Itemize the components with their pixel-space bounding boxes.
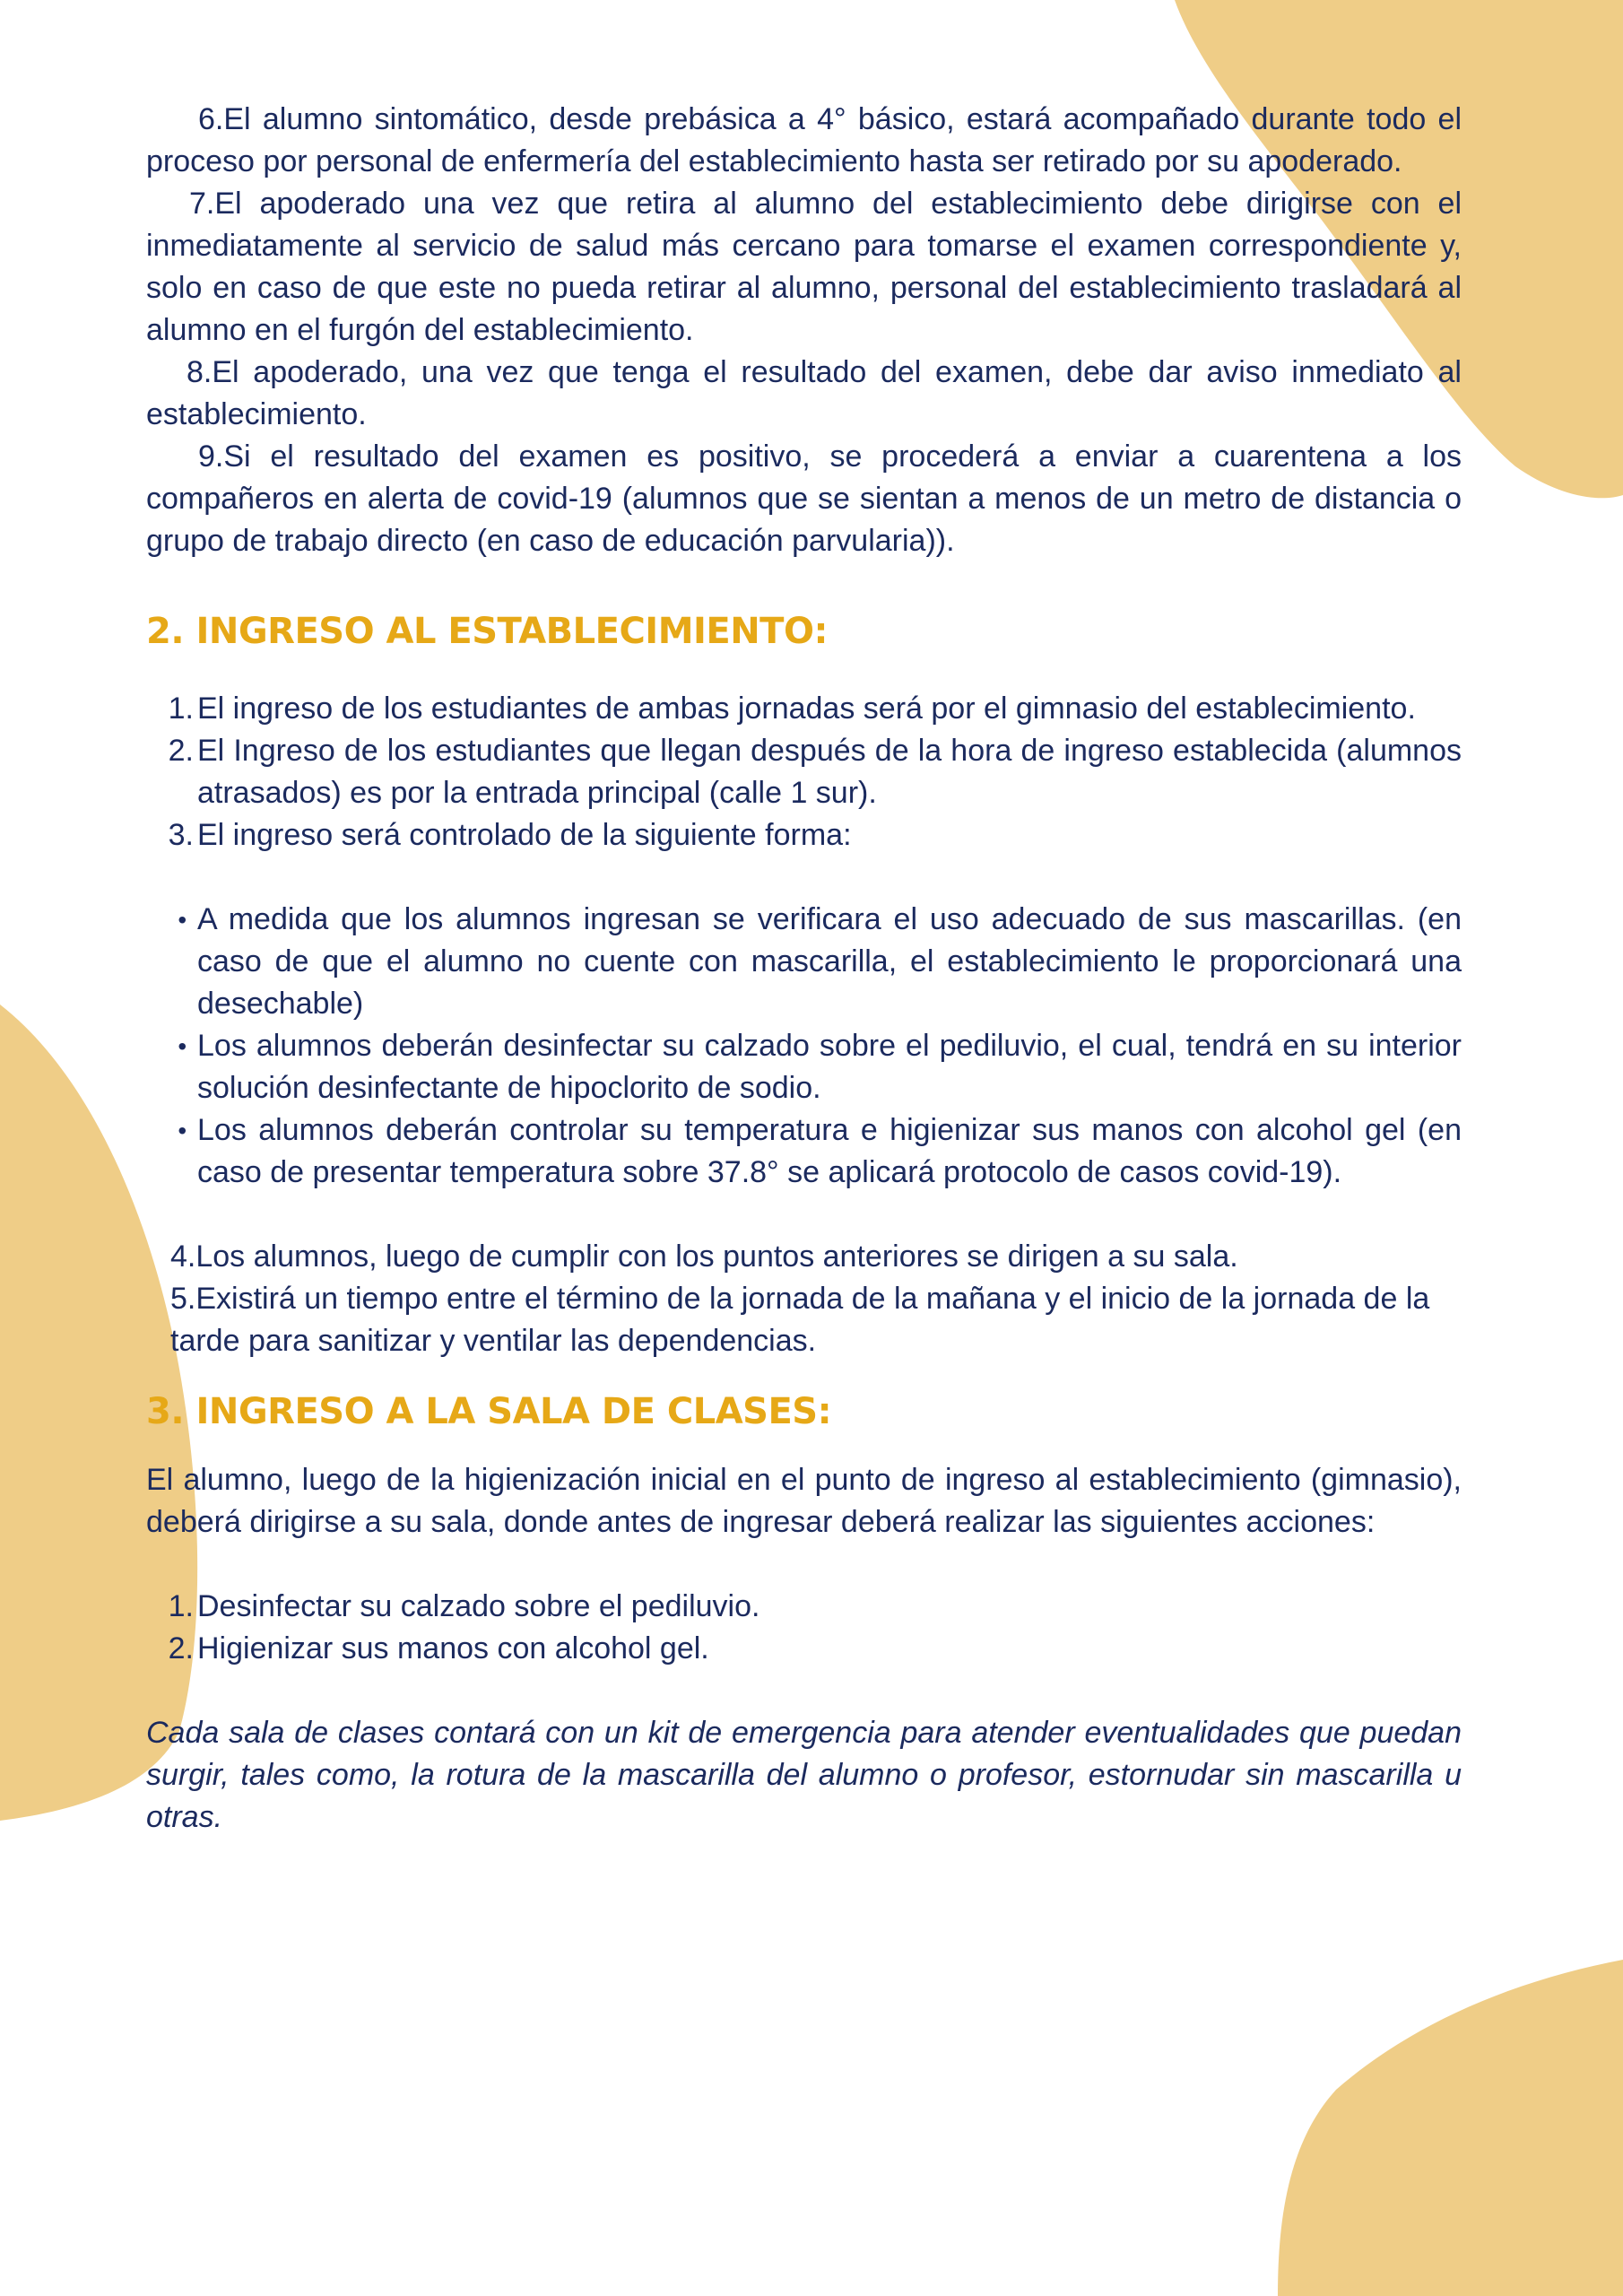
intro-item-text: El alumno sintomático, desde prebásica a 4° básico, estará acompañado durante todo el proceso por personal de enfermería del establecimiento hasta ser retirado por su apoderado. — [146, 102, 1462, 178]
document-page — [146, 99, 1462, 1839]
list-item — [146, 688, 1462, 730]
list-item — [146, 1236, 1462, 1278]
list-item — [146, 730, 1462, 814]
list-item-number: 5. — [170, 1282, 196, 1316]
intro-item-8 — [146, 352, 1462, 436]
section-3-numbered-list — [146, 1586, 1462, 1670]
list-item-number: 1. — [168, 691, 194, 726]
list-item-text: El ingreso de los estudiantes de ambas jornadas será por el gimnasio del establecimiento. — [197, 691, 1416, 726]
list-item-text: El ingreso será controlado de la siguiente forma: — [197, 818, 852, 852]
bullet-item — [146, 1025, 1462, 1109]
list-item-text: Los alumnos, luego de cumplir con los puntos anteriores se dirigen a su sala. — [195, 1239, 1238, 1274]
list-item — [146, 1278, 1462, 1362]
section-2-heading: 2. INGRESO AL ESTABLECIMIENTO: — [146, 611, 828, 652]
list-item-number: 4. — [170, 1239, 196, 1274]
list-item — [146, 1586, 1462, 1628]
section-2-bullet-list — [146, 899, 1462, 1194]
list-item — [146, 1628, 1462, 1670]
bullet-item — [146, 1109, 1462, 1194]
intro-item-text: El apoderado una vez que retira al alumno del establecimiento debe dirigirse con el inmediatamente al servicio de salud más cercano para tomarse el examen correspondiente y, solo en caso de que este no pueda retirar al alumno, personal del establecimiento trasladará al alumno en el furgón del establecimiento. — [146, 187, 1462, 347]
list-item-number: 2. — [168, 734, 194, 768]
list-item-text: El Ingreso de los estudiantes que llegan después de la hora de ingreso establecida (alumnos atrasados) es por la entrada principal (calle 1 sur). — [197, 734, 1462, 810]
bottom-right-blob — [1278, 1960, 1623, 2296]
intro-item-9 — [146, 436, 1462, 562]
section-3-heading: 3. INGRESO A LA SALA DE CLASES: — [146, 1391, 832, 1432]
list-item — [146, 814, 1462, 857]
bullet-item-text: A medida que los alumnos ingresan se verificara el uso adecuado de sus mascarillas. (en caso de que el alumno no cuente con mascarilla, el establecimiento le proporcionará una desechable) — [197, 902, 1462, 1021]
intro-item-number: 6. — [198, 102, 224, 136]
list-item-number: 3. — [168, 818, 194, 852]
list-item-number: 2. — [168, 1631, 194, 1665]
intro-item-text: Si el resultado del examen es positivo, se procederá a enviar a cuarentena a los compañeros en alerta de covid-19 (alumnos que se sientan a menos de un metro de distancia o grupo de trabajo directo (en caso de educación parvularia)). — [146, 439, 1462, 558]
intro-item-7 — [146, 183, 1462, 352]
intro-item-number: 7. — [189, 187, 215, 221]
bullet-icon: • — [178, 1032, 194, 1060]
bullet-item-text: Los alumnos deberán desinfectar su calzado sobre el pediluvio, el cual, tendrá en su interior solución desinfectante de hipoclorito de sodio. — [197, 1029, 1462, 1105]
bullet-icon: • — [178, 906, 194, 934]
list-item-text: Desinfectar su calzado sobre el pediluvio. — [197, 1589, 760, 1623]
section-3-intro: El alumno, luego de la higienización inicial en el punto de ingreso al establecimiento (gimnasio), deberá dirigirse a su sala, donde antes de ingresar deberá realizar las siguientes acciones: — [146, 1463, 1462, 1539]
intro-item-text: El apoderado, una vez que tenga el resultado del examen, debe dar aviso inmediato al establecimiento. — [146, 355, 1462, 431]
bullet-icon: • — [178, 1117, 194, 1144]
bullet-item — [146, 899, 1462, 1025]
intro-item-number: 9. — [198, 439, 224, 474]
list-item-text: Existirá un tiempo entre el término de la jornada de la mañana y el inicio de la jornada de la tarde para sanitizar y ventilar las dependencias. — [170, 1282, 1430, 1358]
intro-list — [146, 99, 1462, 562]
list-item-number: 1. — [168, 1589, 194, 1623]
section-2-numbered-list — [146, 688, 1462, 857]
emergency-kit-note: Cada sala de clases contará con un kit de emergencia para atender eventualidades que puedan surgir, tales como, la rotura de la mascarilla del alumno o profesor, estornudar sin mascarilla u otras. — [146, 1716, 1462, 1834]
intro-item-6 — [146, 99, 1462, 183]
section-2-continued-list — [146, 1236, 1462, 1362]
list-item-text: Higienizar sus manos con alcohol gel. — [197, 1631, 709, 1665]
bullet-item-text: Los alumnos deberán controlar su temperatura e higienizar sus manos con alcohol gel (en caso de presentar temperatura sobre 37.8° se aplicará protocolo de casos covid-19). — [197, 1113, 1462, 1189]
intro-item-number: 8. — [187, 355, 213, 389]
